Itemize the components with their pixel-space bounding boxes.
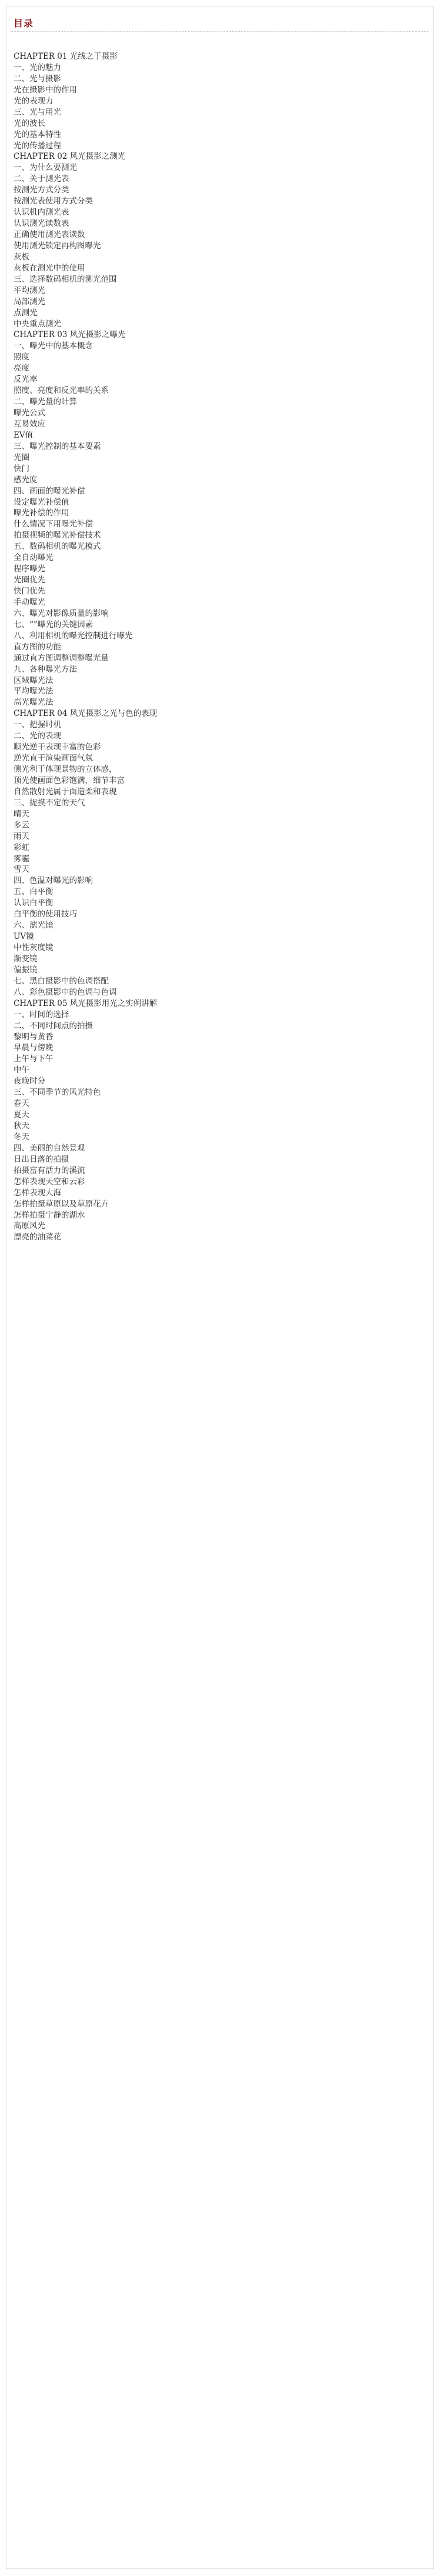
toc-entry[interactable]: 渐变镜 (14, 954, 38, 964)
toc-entry[interactable]: 全自动曝光 (14, 553, 54, 563)
toc-title: 目录 (14, 18, 34, 29)
toc-entry[interactable]: 互易效应 (14, 419, 45, 429)
toc-entry[interactable]: CHAPTER 03 风光摄影之曝光 (14, 330, 126, 340)
toc-entry[interactable]: 认识机内测光表 (14, 208, 69, 218)
toc-entry[interactable]: 手动曝光 (14, 597, 45, 607)
toc-entry[interactable]: 曝光公式 (14, 408, 45, 418)
toc-entry[interactable]: 四、美丽的自然景观 (14, 1143, 85, 1153)
toc-entry[interactable]: 三、不同季节的风光特色 (14, 1088, 101, 1098)
toc-entry[interactable]: 二、不同时间点的拍摄 (14, 1021, 93, 1031)
toc-entry[interactable]: CHAPTER 04 风光摄影之光与色的表现 (14, 709, 158, 719)
toc-entry[interactable]: 顶光使画面色彩饱满，细节丰富 (14, 775, 125, 785)
toc-entry[interactable]: 四、色温对曝光的影响 (14, 876, 93, 886)
toc-entry[interactable]: 设定曝光补偿值 (14, 497, 69, 507)
toc-entry[interactable]: 感光度 (14, 475, 38, 485)
toc-entry[interactable]: 什么情况下用曝光补偿 (14, 519, 93, 529)
toc-entry[interactable]: 七、“”曝光的关键因素 (14, 619, 93, 629)
toc-entry[interactable]: 亮度 (14, 364, 29, 374)
toc-entry[interactable]: 九、各种曝光方法 (14, 664, 77, 674)
toc-entry[interactable]: 一、为什么要测光 (14, 163, 77, 173)
toc-entry[interactable]: 晴天 (14, 809, 29, 819)
toc-entry[interactable]: EV值 (14, 430, 34, 440)
toc-entry[interactable]: 雨天 (14, 831, 29, 841)
toc-entry[interactable]: 认识白平衡 (14, 898, 54, 908)
toc-entry[interactable]: 光圈优先 (14, 575, 45, 585)
toc-entry[interactable]: 中午 (14, 1065, 29, 1075)
toc-entry[interactable]: 漂亮的油菜花 (14, 1232, 61, 1242)
toc-entry[interactable]: 光的传播过程 (14, 141, 61, 151)
toc-entry[interactable]: UV镜 (14, 932, 34, 942)
toc-entry[interactable]: 区域曝光法 (14, 675, 54, 685)
toc-entry[interactable]: 照度 (14, 352, 29, 362)
toc-entry[interactable]: 六、曝光对影像质量的影响 (14, 608, 109, 618)
toc-entry[interactable]: 平均曝光法 (14, 687, 54, 697)
toc-entry[interactable]: 光的波长 (14, 118, 45, 128)
toc-entry[interactable]: 使用测光锁定再构图曝光 (14, 241, 101, 251)
toc-entry[interactable]: 顺光逆干表现丰富的色彩 (14, 742, 101, 752)
toc-entry[interactable]: 三、曝光控制的基本要素 (14, 441, 101, 451)
toc-entry[interactable]: 快门优先 (14, 586, 45, 596)
toc-entry[interactable]: 冬天 (14, 1132, 29, 1142)
toc-list (14, 51, 157, 1243)
toc-entry[interactable]: 光在摄影中的作用 (14, 85, 77, 95)
toc-entry[interactable]: 正确使用测光表读数 (14, 230, 85, 239)
toc-entry[interactable]: 春天 (14, 1099, 29, 1109)
toc-entry[interactable]: 秋天 (14, 1121, 29, 1131)
toc-entry[interactable]: 黎明与黄昏 (14, 1032, 54, 1042)
toc-entry[interactable]: 八、彩色摄影中的色调与色调 (14, 987, 117, 997)
toc-entry[interactable]: 一、时间的选择 (14, 1009, 69, 1019)
toc-entry[interactable]: 三、捉摸不定的天气 (14, 798, 85, 808)
toc-entry[interactable]: 雪天 (14, 865, 29, 875)
toc-entry[interactable]: 五、数码相机的曝光模式 (14, 542, 101, 552)
toc-entry[interactable]: 怎样拍摄草原以及草原花卉 (14, 1199, 109, 1209)
toc-entry[interactable]: 高光曝光法 (14, 698, 54, 708)
toc-entry[interactable]: 雾霾 (14, 854, 29, 864)
toc-entry[interactable]: 一、曝光中的基本概念 (14, 341, 93, 351)
toc-entry[interactable]: 灰板 (14, 252, 29, 262)
toc-entry[interactable]: 照度、亮度和反光率的关系 (14, 386, 109, 396)
toc-entry[interactable]: 局部测光 (14, 296, 45, 306)
toc-entry[interactable]: 光圈 (14, 452, 29, 462)
toc-entry[interactable]: 按测光表使用方式分类 (14, 196, 93, 206)
toc-entry[interactable]: CHAPTER 05 风光摄影用光之实例讲解 (14, 998, 158, 1008)
toc-entry[interactable]: 自然散射光属于面造柔和表现 (14, 787, 117, 797)
toc-entry[interactable]: 光的表现力 (14, 96, 54, 106)
toc-entry[interactable]: 中性灰度镜 (14, 943, 54, 952)
toc-entry[interactable]: 上午与下午 (14, 1054, 54, 1064)
toc-page (6, 6, 434, 2569)
toc-entry[interactable]: 三、选择数码相机的测光范围 (14, 274, 117, 284)
toc-entry[interactable]: 点测光 (14, 308, 38, 318)
toc-entry[interactable]: 多云 (14, 820, 29, 830)
toc-entry[interactable]: 二、光与摄影 (14, 74, 61, 84)
toc-entry[interactable]: 怎样表现大海 (14, 1188, 61, 1198)
toc-entry[interactable]: 三、光与用光 (14, 107, 61, 117)
toc-entry[interactable]: 平均测光 (14, 285, 45, 295)
toc-entry[interactable]: 夏天 (14, 1110, 29, 1120)
toc-entry[interactable]: 光的基本特性 (14, 129, 61, 139)
toc-entry[interactable]: 八、利用相机的曝光控制进行曝光 (14, 631, 133, 641)
toc-entry[interactable]: 曝光补偿的作用 (14, 508, 69, 518)
toc-entry[interactable]: 逆光直干渲染画面气氛 (14, 754, 93, 764)
toc-entry[interactable]: 程序曝光 (14, 564, 45, 574)
toc-entry[interactable]: 早晨与傍晚 (14, 1043, 54, 1053)
toc-entry[interactable]: 一、光的魅力 (14, 62, 61, 72)
toc-header (11, 11, 429, 32)
toc-entry[interactable]: CHAPTER 02 风光摄影之测光 (14, 152, 126, 162)
toc-entry[interactable]: 日出日落的拍摄 (14, 1154, 69, 1164)
toc-entry[interactable]: 偏振镜 (14, 965, 38, 975)
toc-entry[interactable]: 怎样拍摄宁静的湖水 (14, 1210, 85, 1220)
toc-entry[interactable]: 四、画面的曝光补偿 (14, 486, 85, 496)
toc-entry[interactable]: 高原风光 (14, 1221, 45, 1231)
toc-entry[interactable]: 通过直方图调整调整曝光量 (14, 653, 109, 663)
toc-entry[interactable]: 白平衡的使用技巧 (14, 909, 77, 919)
toc-entry[interactable]: 二、曝光量的计算 (14, 397, 77, 407)
toc-entry[interactable]: 侧光利于体现景物的立体感， (14, 765, 117, 774)
toc-entry[interactable]: 二、关于测光表 (14, 174, 69, 184)
toc-entry[interactable]: 六、滤光镜 (14, 921, 54, 931)
toc-entry[interactable]: 反光率 (14, 375, 38, 385)
toc-entry[interactable]: 五、白平衡 (14, 887, 54, 897)
toc-entry[interactable]: 怎样表现天空和云彩 (14, 1177, 85, 1187)
toc-entry[interactable]: 彩虹 (14, 842, 29, 852)
toc-entry[interactable]: 灰板在测光中的使用 (14, 263, 85, 273)
toc-entry[interactable]: 中央重点测光 (14, 319, 61, 329)
toc-entry[interactable]: 拍摄视频的曝光补偿技术 (14, 531, 101, 541)
toc-entry[interactable]: 按测光方式分类 (14, 185, 69, 195)
toc-entry[interactable]: 拍摄富有活力的溪流 (14, 1165, 85, 1175)
toc-entry[interactable]: 二、光的表现 (14, 731, 61, 741)
toc-entry[interactable]: 快门 (14, 464, 29, 474)
toc-entry[interactable]: 一、把握时机 (14, 720, 61, 730)
toc-entry[interactable]: CHAPTER 01 光线之于摄影 (14, 52, 118, 61)
toc-entry[interactable]: 夜晚时分 (14, 1077, 45, 1087)
toc-entry[interactable]: 七、黑白摄影中的色调搭配 (14, 976, 109, 986)
toc-entry[interactable]: 直方图的功能 (14, 642, 61, 652)
toc-entry[interactable]: 认识测光读数表 (14, 219, 69, 229)
